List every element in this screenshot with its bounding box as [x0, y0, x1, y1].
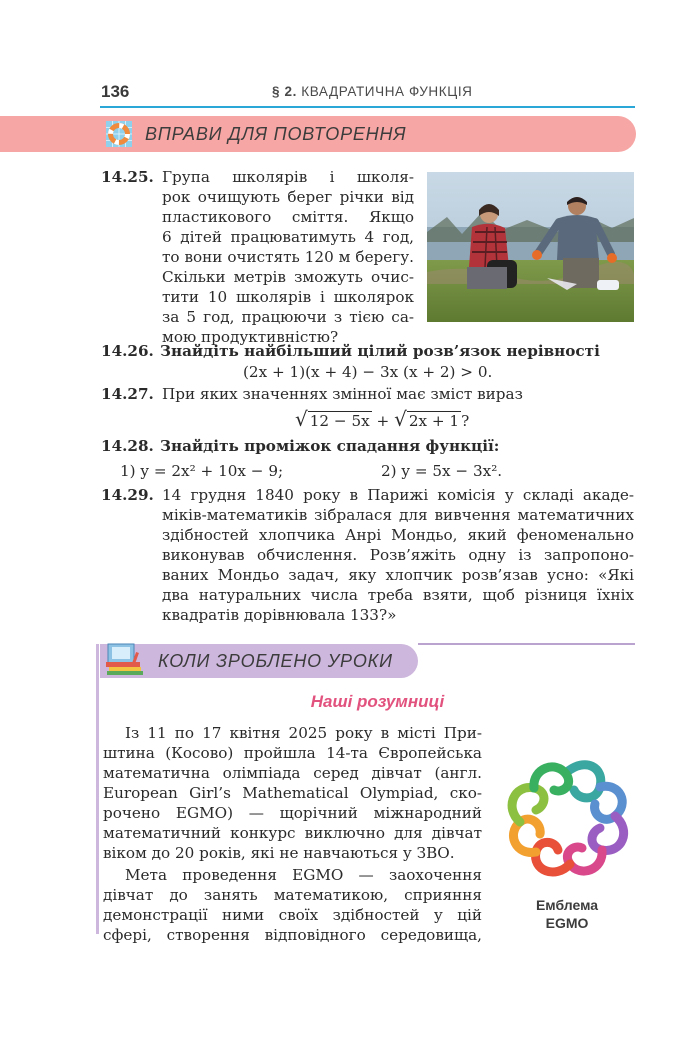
review-banner-title: ВПРАВИ ДЛЯ ПОВТОРЕННЯ: [145, 124, 407, 144]
paragraph-line: демонстрації ними своїх здібностей у цій: [103, 906, 482, 924]
exercise-text-line: рок очищують берег річки від: [162, 188, 414, 206]
exercise-text-line: квадратів дорівнювала 133?»: [162, 606, 397, 624]
paragraph-line: математичний конкурс виключно для дівчат: [103, 824, 482, 842]
paragraph-line: Мета проведення EGMO — заохочення: [125, 866, 482, 884]
function-option-2: 2) y = 5x − 3x².: [381, 462, 503, 480]
section-title: КВАДРАТИЧНА ФУНКЦІЯ: [301, 84, 473, 99]
box-title: Наші розумниці: [310, 692, 445, 711]
cleanup-photo: [427, 172, 634, 322]
exercise-text-line: Скільки метрів зможуть очис-: [162, 268, 414, 286]
lessons-rule: [418, 643, 635, 645]
exercise-text-line: міків-математиків зібралася для вивчення математичних: [162, 506, 634, 524]
exercise-text-line: Група школярів і школя-: [162, 168, 414, 186]
lessons-banner-title: КОЛИ ЗРОБЛЕНО УРОКИ: [158, 651, 393, 671]
paragraph-line: штина (Косово) пройшла 14-та Європейська: [103, 744, 482, 762]
exercise-text-line: 14 грудня 1840 року в Парижі комісія у складі акаде-: [162, 486, 634, 504]
exercise-number: 14.27.: [101, 385, 154, 403]
exercise-text-line: за 5 год, працюючи з тією са-: [162, 308, 414, 326]
paragraph-line: сфері, створення відповідного середовища,: [103, 926, 482, 944]
exercise-number: 14.26.: [101, 342, 154, 360]
plus-sign: +: [376, 412, 390, 430]
exercise-number: 14.29.: [101, 486, 154, 504]
exercise-text-line: виконував обчислення. Розв’яжіть одну із запропоно-: [162, 546, 634, 564]
exercise-text-line: 6 дітей працюватимуть 4 год,: [162, 228, 414, 246]
exercise-text-line: два натуральних числа треба взяти, щоб різниця їхніх: [162, 586, 634, 604]
exercise-text-line: здібностей хлопчика Анрі Мондьо, який феноменально: [162, 526, 634, 544]
exercise-number: 14.28.: [101, 437, 154, 455]
exercise-text-line: мою продуктивністю?: [162, 328, 339, 346]
exercise-text-line: ваних Мондьо задач, яку хлопчик розв’язав усно: «Які: [162, 566, 634, 584]
exercise-text: Знайдіть найбільший цілий розв’язок нерівності: [160, 342, 600, 360]
paragraph-line: дівчат до занять математикою, сприяння: [103, 886, 482, 904]
radicand: 12 − 5x: [309, 412, 370, 430]
radical-expression: [295, 407, 469, 433]
question-mark: ?: [461, 412, 470, 430]
section-number: § 2.: [272, 84, 297, 99]
emblem-caption: [515, 896, 619, 932]
paragraph-line: рочено EGMO) — щорічний міжнародний: [103, 804, 482, 822]
exercise-text: При яких значеннях змінної має зміст вираз: [162, 385, 523, 403]
exercise-text-line: тити 10 школярів і школярок: [162, 288, 414, 306]
lifebuoy-icon: [106, 121, 132, 147]
page-number: 136: [101, 82, 130, 101]
exercise-text-line: пластикового сміття. Якщо: [162, 208, 414, 226]
paragraph-line: European Girl’s Mathematical Olympiad, ско-: [103, 784, 482, 802]
header-rule: [100, 106, 635, 108]
sqrt-sign-icon: √: [394, 407, 407, 431]
exercise-text-line: то вони очистять 120 м берегу.: [162, 248, 414, 266]
books-icon: [104, 642, 148, 676]
inequality-formula: (2x + 1)(x + 4) − 3x (x + 2) > 0.: [243, 363, 493, 381]
chapter-title: [272, 84, 473, 99]
emblem-caption-line: EGMO: [545, 915, 589, 931]
radicand: 2x + 1: [408, 412, 460, 430]
exercise-text: Знайдіть проміжок спадання функції:: [160, 437, 500, 455]
lessons-side-rule: [96, 644, 99, 934]
paragraph-line: Із 11 по 17 квітня 2025 року в місті При-: [125, 724, 482, 742]
paragraph-line: віком до 20 років, які не навчаються у ЗВО.: [103, 844, 455, 862]
sqrt-sign-icon: √: [295, 407, 308, 431]
function-option-1: 1) y = 2x² + 10x − 9;: [120, 462, 284, 480]
exercise-number: 14.25.: [101, 168, 154, 186]
emblem-caption-line: Емблема: [535, 897, 599, 913]
paragraph-line: математична олімпіада серед дівчат (англ.: [103, 764, 482, 782]
egmo-emblem: [500, 752, 635, 887]
